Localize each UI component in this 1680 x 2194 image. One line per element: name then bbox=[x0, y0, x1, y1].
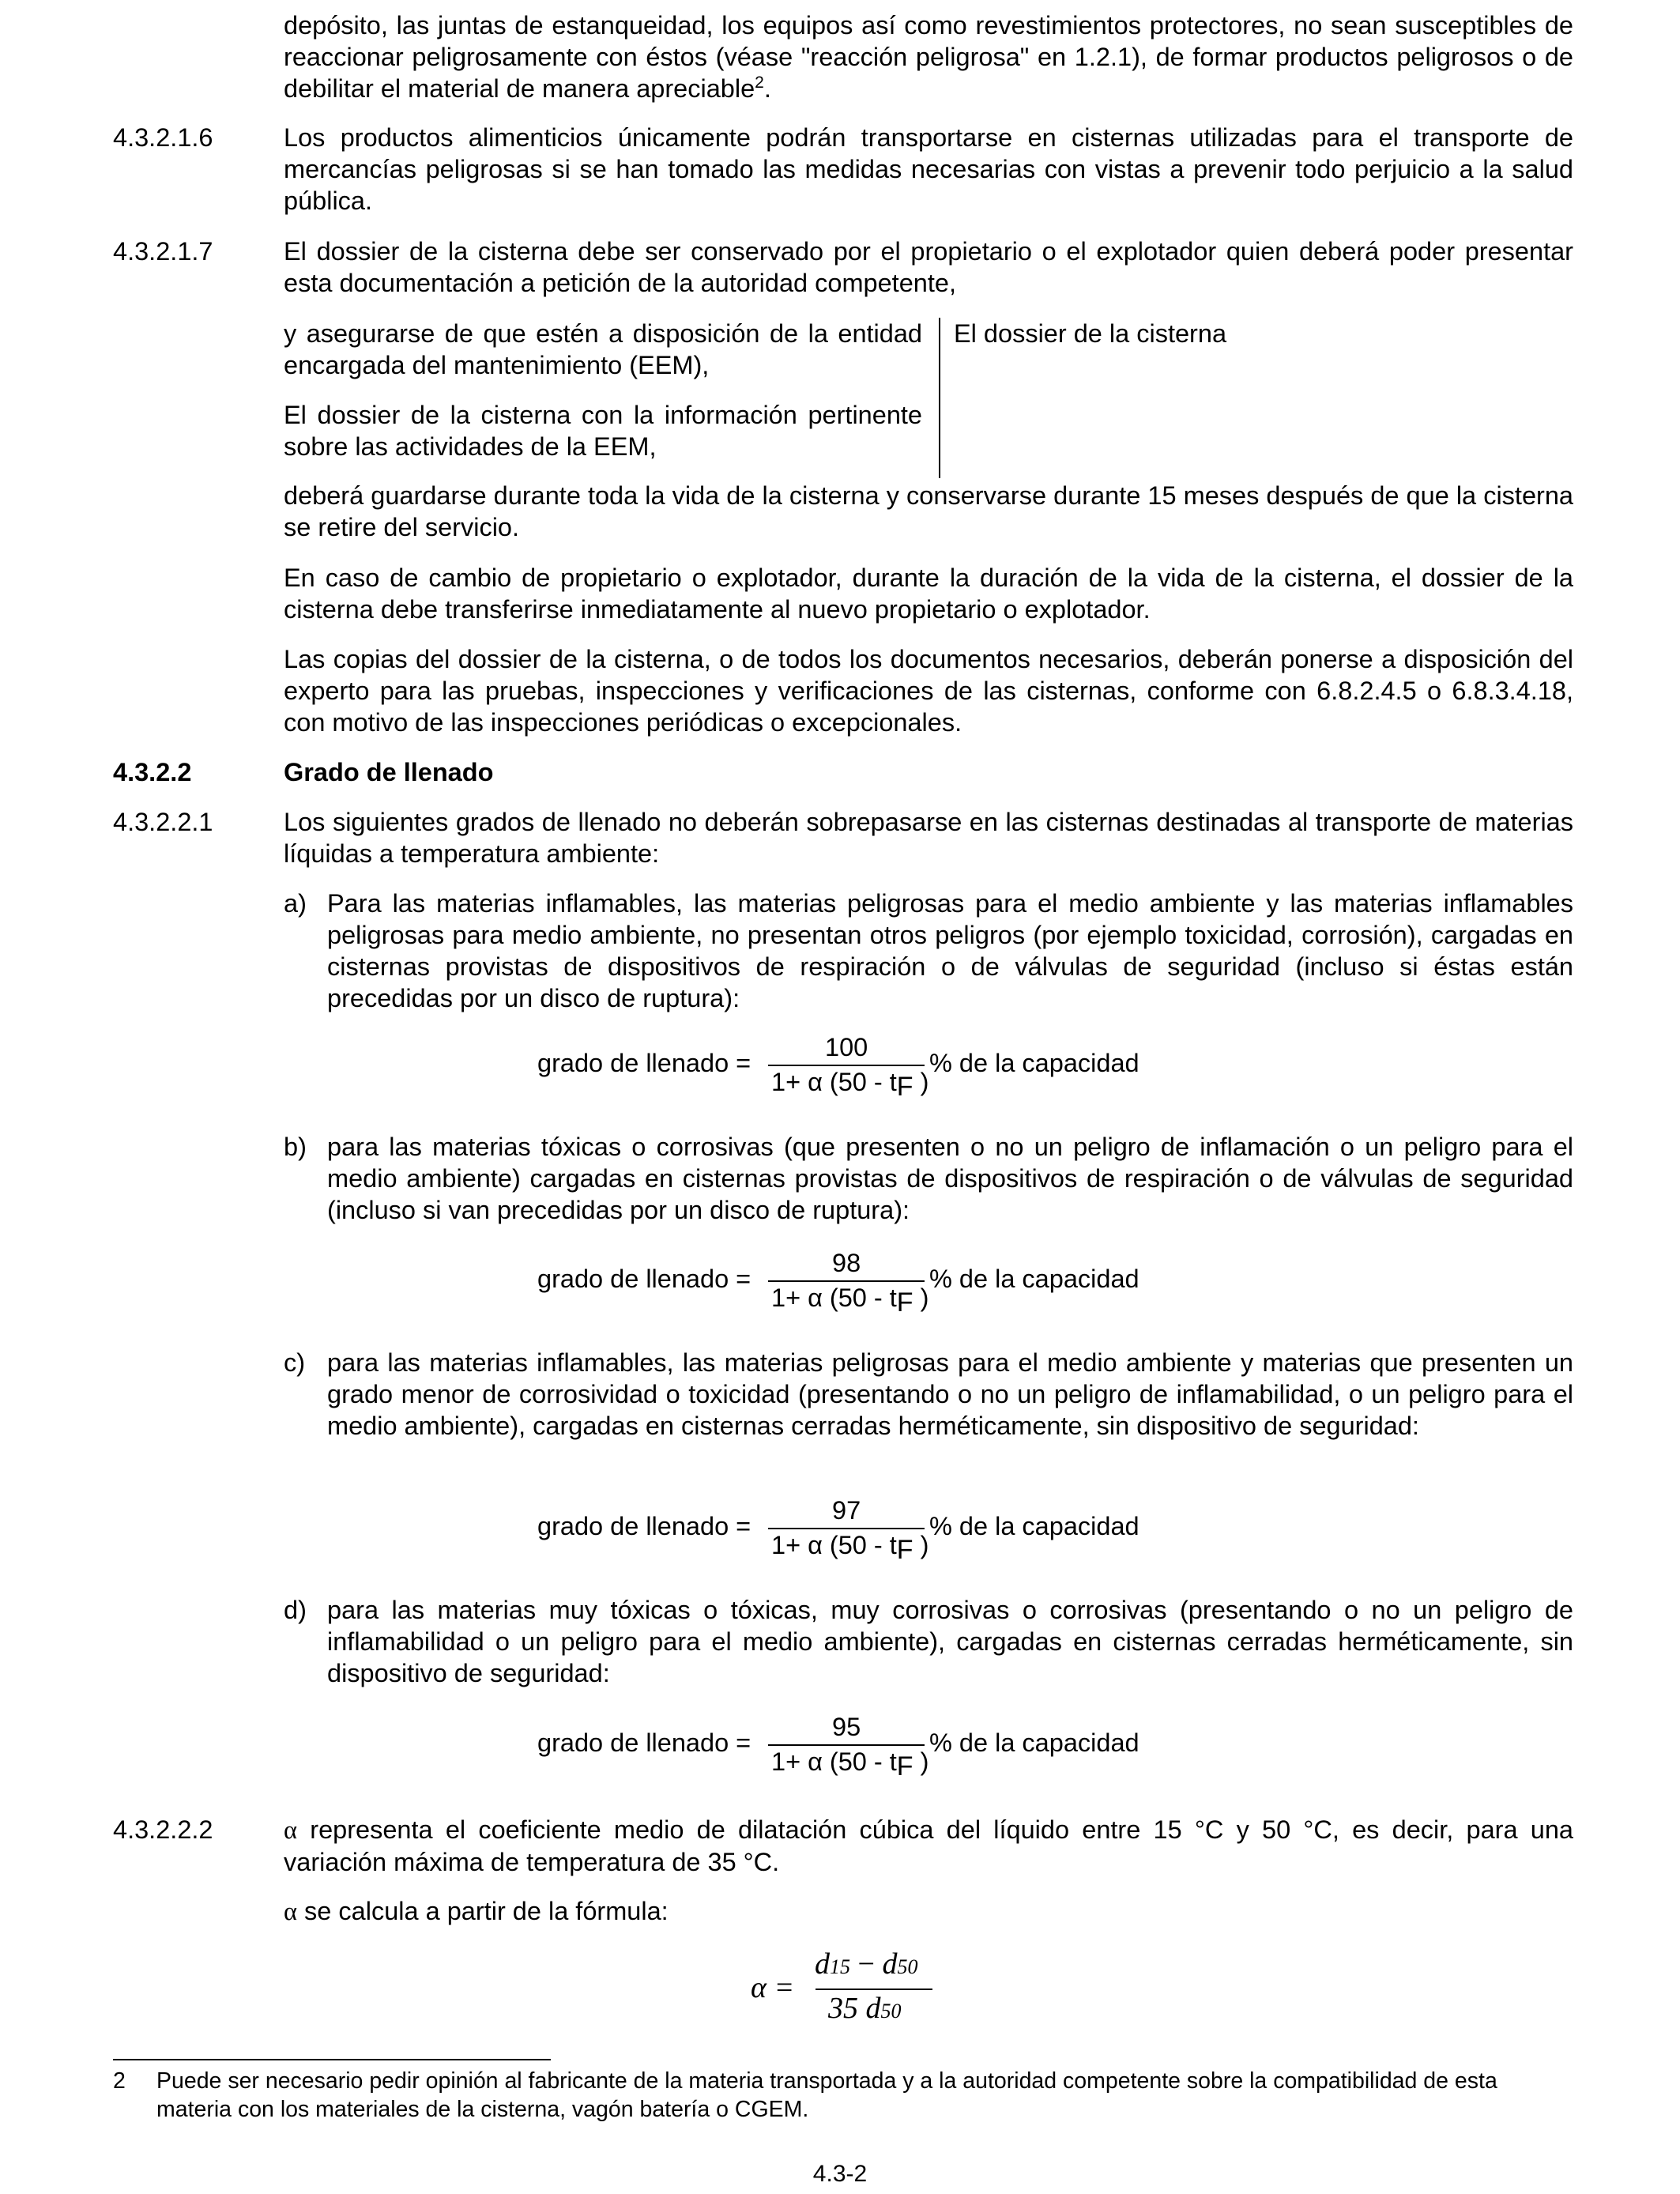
formula-denominator bbox=[771, 1529, 929, 1565]
formula-lhs: grado de llenado = bbox=[537, 1049, 751, 1077]
formula-lhs: grado de llenado = bbox=[537, 1265, 751, 1293]
denominator-close: ) bbox=[913, 1284, 929, 1312]
formula-numerator: 98 bbox=[832, 1249, 861, 1277]
alpha-lhs: α = bbox=[751, 1971, 795, 2004]
denominator-text: 35 d bbox=[828, 1992, 881, 2025]
denominator-subscript: F bbox=[896, 1072, 913, 1102]
formula-a bbox=[537, 1031, 1170, 1103]
formula-numerator: 97 bbox=[832, 1496, 861, 1525]
formula-denominator bbox=[771, 1066, 929, 1102]
continuation-paragraph bbox=[284, 9, 1573, 104]
denominator-text: 1+ α (50 - t bbox=[771, 1531, 897, 1559]
paragraph bbox=[284, 1895, 1573, 1928]
formula-b bbox=[537, 1247, 1170, 1318]
alpha-formula bbox=[751, 1948, 956, 2035]
section-heading: Grado de llenado bbox=[284, 758, 494, 786]
variant-left-1: y asegurarse de que estén a disposición de la entidad encargada del mantenimiento (EEM), bbox=[284, 319, 922, 379]
footnote-ref: 2 bbox=[755, 74, 764, 92]
section-number: 4.3.2.1.7 bbox=[113, 237, 213, 266]
denominator-close: ) bbox=[913, 1531, 929, 1559]
section-text: Los siguientes grados de llenado no deberán sobrepasarse en las cisternas destinadas al transporte de materias líquidas a temperatura ambiente: bbox=[284, 808, 1573, 868]
formula-rhs: % de la capacidad bbox=[929, 1049, 1139, 1077]
section-text: El dossier de la cisterna debe ser conservado por el propietario o el explotador quien deberá poder presentar esta documentación a petición de la autoridad competente, bbox=[284, 237, 1573, 297]
list-item-text: para las materias inflamables, las materias peligrosas para el medio ambiente y materias que presenten un grado menor de corrosividad o toxicidad (presentando o no un peligro de inflamabilidad, o un peligro para el medio ambiente), cargadas en cisternas cerradas herméticamente, sin dispositivo de seguridad: bbox=[327, 1348, 1573, 1440]
list-item-label: c) bbox=[284, 1348, 306, 1377]
formula-c bbox=[537, 1495, 1170, 1566]
alpha-numerator bbox=[815, 1948, 917, 1983]
d50-subscript: 50 bbox=[897, 1955, 918, 1978]
formula-denominator bbox=[771, 1282, 929, 1318]
section-text: Los productos alimenticios únicamente podrán transportarse en cisternas utilizadas para el transporte de mercancías peligrosas si se han tomado las medidas necesarias con vistas a prevenir todo perjuicio a la salud pública. bbox=[284, 123, 1573, 215]
formula-rhs: % de la capacidad bbox=[929, 1728, 1139, 1757]
denominator-close: ) bbox=[913, 1068, 929, 1096]
denominator-subscript: 50 bbox=[880, 2000, 902, 2022]
calc-text: se calcula a partir de la fórmula: bbox=[297, 1897, 669, 1925]
denominator-subscript: F bbox=[896, 1535, 913, 1565]
paragraph: En caso de cambio de propietario o explotador, durante la duración de la vida de la cisterna, el dossier de la cisterna debe transferirse inmediatamente al nuevo propietario o explotador. bbox=[284, 564, 1573, 624]
list-item-text: Para las materias inflamables, las materias peligrosas para el medio ambiente y las materias inflamables peligrosas para medio ambiente, no presentan otros peligros (por ejemplo toxicidad, corrosión), cargadas en cisternas provistas de dispositivos de respiración o de válvulas de seguridad (incluso si éstas están precedidas por un disco de ruptura): bbox=[327, 889, 1573, 1012]
d50: d bbox=[882, 1947, 898, 1981]
formula-lhs: grado de llenado = bbox=[537, 1728, 751, 1757]
section-number: 4.3.2.2.1 bbox=[113, 808, 213, 836]
denominator-subscript: F bbox=[896, 1751, 913, 1781]
formula-numerator: 95 bbox=[832, 1713, 861, 1741]
denominator-text: 1+ α (50 - t bbox=[771, 1747, 897, 1776]
paragraph: Las copias del dossier de la cisterna, o de todos los documentos necesarios, deberán ponerse a disposición del experto para las pruebas, inspecciones y verificaciones de las cisternas, conforme con 6.8.2.4.5 o 6.8.3.4.18, con motivo de las inspecciones periódicas o excepcionales. bbox=[284, 645, 1573, 737]
formula-rhs: % de la capacidad bbox=[929, 1512, 1139, 1540]
section-text-body: representa el coeficiente medio de dilatación cúbica del líquido entre 15 °C y 50 °C, es decir, para una variación máxima de temperatura de 35 °C. bbox=[284, 1815, 1573, 1876]
d15: d bbox=[815, 1947, 830, 1981]
fraction-bar bbox=[816, 1989, 932, 1990]
page-number: 4.3-2 bbox=[812, 2161, 868, 2187]
section-number: 4.3.2.1.6 bbox=[113, 123, 213, 152]
variant-left-2: El dossier de la cisterna con la información pertinente sobre las actividades de la EEM, bbox=[284, 401, 922, 461]
section-number: 4.3.2.2 bbox=[113, 758, 192, 786]
formula-denominator bbox=[771, 1746, 929, 1781]
paragraph: deberá guardarse durante toda la vida de la cisterna y conservarse durante 15 meses después de que la cisterna se retire del servicio. bbox=[284, 481, 1573, 541]
footnote-text: Puede ser necesario pedir opinión al fabricante de la materia transportada y a la autoridad competente sobre la compatibilidad de esta materia con los materiales de la cisterna, vagón batería o CGEM. bbox=[156, 2068, 1497, 2122]
formula-numerator: 100 bbox=[825, 1033, 868, 1061]
section-text bbox=[284, 1814, 1573, 1878]
list-item-label: d) bbox=[284, 1596, 307, 1624]
alpha-denominator bbox=[828, 1992, 902, 2027]
list-item-label: b) bbox=[284, 1133, 307, 1161]
continuation-end: . bbox=[763, 74, 771, 103]
continuation-text: depósito, las juntas de estanqueidad, los equipos así como revestimientos protectores, no sean susceptibles de reaccionar peligrosamente con éstos (véase "reacción peligrosa" en 1.2.1), de formar productos peligrosos o de debilitar el material de manera apreciable bbox=[284, 11, 1573, 103]
footnote-separator bbox=[113, 2059, 551, 2060]
denominator-text: 1+ α (50 - t bbox=[771, 1284, 897, 1312]
denominator-close: ) bbox=[913, 1747, 929, 1776]
minus-sign: − bbox=[850, 1947, 883, 1981]
d15-subscript: 15 bbox=[830, 1955, 850, 1978]
section-number: 4.3.2.2.2 bbox=[113, 1815, 213, 1844]
variant-right: El dossier de la cisterna bbox=[954, 319, 1227, 348]
list-item-label: a) bbox=[284, 889, 307, 918]
formula-d bbox=[537, 1711, 1170, 1782]
list-item-text: para las materias muy tóxicas o tóxicas, muy corrosivas o corrosivas (presentando o no un peligro de inflamabilidad o un peligro para el medio ambiente), cargadas en cisternas cerradas herméticamente, sin dispositivo de seguridad: bbox=[327, 1596, 1573, 1687]
footnote-number: 2 bbox=[113, 2068, 126, 2094]
denominator-text: 1+ α (50 - t bbox=[771, 1068, 897, 1096]
list-item-text: para las materias tóxicas o corrosivas (que presenten o no un peligro de inflamación o un peligro para el medio ambiente) cargadas en cisternas provistas de dispositivos de respiración o de válvulas de seguridad (incluso si van precedidas por un disco de ruptura): bbox=[327, 1133, 1573, 1224]
variant-divider bbox=[939, 318, 940, 478]
alpha-symbol: α bbox=[284, 1898, 298, 1926]
denominator-subscript: F bbox=[896, 1287, 913, 1318]
alpha-symbol: α bbox=[284, 1816, 298, 1845]
formula-rhs: % de la capacidad bbox=[929, 1265, 1139, 1293]
formula-lhs: grado de llenado = bbox=[537, 1512, 751, 1540]
